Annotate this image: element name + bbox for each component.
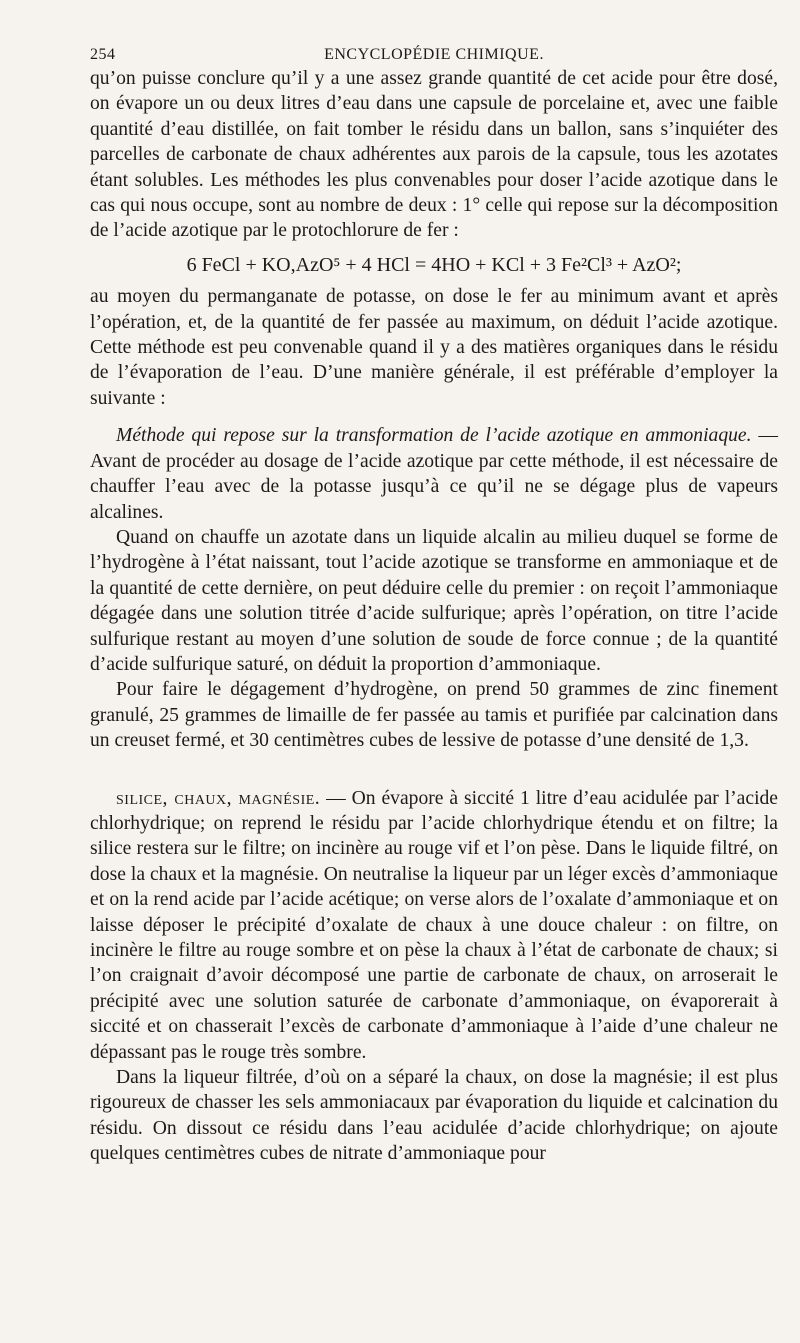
chemical-equation: 6 FeCl + KO,AzO⁵ + 4 HCl = 4HO + KCl + 3 Fe²Cl³ + AzO²;	[186, 253, 682, 276]
paragraph-nitric-methods: qu’on puisse conclure qu’il y a une assez grande quantité de cet acide pour être dosé, on évapore un ou deux litres d’eau dans une capsule de porcelaine et, avec une faible quantité d’eau distillée, on fait tomber le résidu dans un ballon, sans s’inquiéter des parcelles de carbonate de chaux adhérentes aux parois de la capsule, tous les azotates étant solubles. Les méthodes les plus convenables pour doser l’acide azotique dans le cas qui nous occupe, sont au nombre de deux : 1° celle qui repose sur la décomposition de l’acide azotique par le protochlorure de fer :	[90, 68, 778, 242]
section-spacer	[90, 754, 778, 786]
paragraph-hydrogen-release: Pour faire le dégagement d’hydrogène, on prend 50 grammes de zinc finement granulé, 25 grammes de limaille de fer passée au tamis et purifiée par calcination dans un creuset fermé, et 30 centimètres cubes de lessive de potasse d’une densité de 1,3.	[90, 679, 778, 752]
paragraph-ammonia-method	[90, 423, 778, 525]
section-heading-ammonia-method: Méthode qui repose sur la transformation de l’acide azotique en ammoniaque.	[116, 425, 752, 447]
page-body	[90, 66, 778, 1167]
paragraph-permanganate: au moyen du permanganate de potasse, on dose le fer au minimum avant et après l’opération, et, de la quantité de fer passée au maximum, on déduit l’acide azotique. Cette méthode est peu convenable quand il y a des matières organiques dans le résidu de l’évaporation de l’eau. D’une manière générale, il est préférable d’employer la suivante :	[90, 286, 778, 409]
section-heading-silica: silice, chaux, magnésie.	[116, 787, 321, 809]
page-number: 254	[90, 46, 116, 63]
ammonia-method-text: —Avant de procéder au dosage de l’acide azotique par cette méthode, il est nécessaire de chauffer l’eau avec de la potasse jusqu’à ce qu’il ne se dégage plus de vapeurs alcalines.	[90, 425, 778, 523]
paragraph-magnesia: Dans la liqueur filtrée, d’où on a séparé la chaux, on dose la magnésie; il est plus rigoureux de chasser les sels ammoniacaux par évaporation du liquide et calcination du résidu. On dissout ce résidu dans l’eau acidulée d’acide chlorhydrique; on ajoute quelques centimètres cubes de nitrate d’ammoniaque pour	[90, 1067, 778, 1165]
paragraph-nascent-hydrogen: Quand on chauffe un azotate dans un liquide alcalin au milieu duquel se forme de l’hydrogène à l’état naissant, tout l’acide azotique se transforme en ammoniaque et de la quantité de cette dernière, on peut déduire celle du premier : on reçoit l’ammoniaque dégagée dans une solution titrée d’acide sulfurique; après l’opération, on titre l’acide sulfurique restant au moyen d’une solution de soude de force connue ; de la quantité d’acide sulfurique saturé, on déduit la proportion d’ammoniaque.	[90, 526, 778, 675]
page-header	[90, 36, 778, 66]
running-title: ENCYCLOPÉDIE CHIMIQUE.	[324, 46, 544, 63]
silica-text: — On évapore à siccité 1 litre d’eau acidulée par l’acide chlorhydrique; on reprend le résidu par l’acide chlorhydrique étendu et on filtre; la silice restera sur le filtre; on incinère au rouge vif et l’on pèse. Dans le liquide filtré, on dose la chaux et la magnésie. On neutralise la liqueur par un léger excès d’ammoniaque et on la rend acide par l’acide acétique; on verse alors de l’oxalate d’ammoniaque et on laisse déposer le précipité d’oxalate de chaux à une douce chaleur : on filtre, on incinère le filtre au rouge sombre et on pèse la chaux à l’état de carbonate de chaux; si l’on craignait d’avoir décomposé une partie de carbonate de chaux, on arroserait le précipité avec une solution saturée de carbonate d’ammoniaque, on évaporerait à siccité et on chasserait l’excès de carbonate d’ammoniaque à l’aide d’une chaleur ne dépassant pas le rouge très sombre.	[90, 787, 779, 1063]
paragraph-silica-lime-magnesia	[90, 786, 778, 1065]
